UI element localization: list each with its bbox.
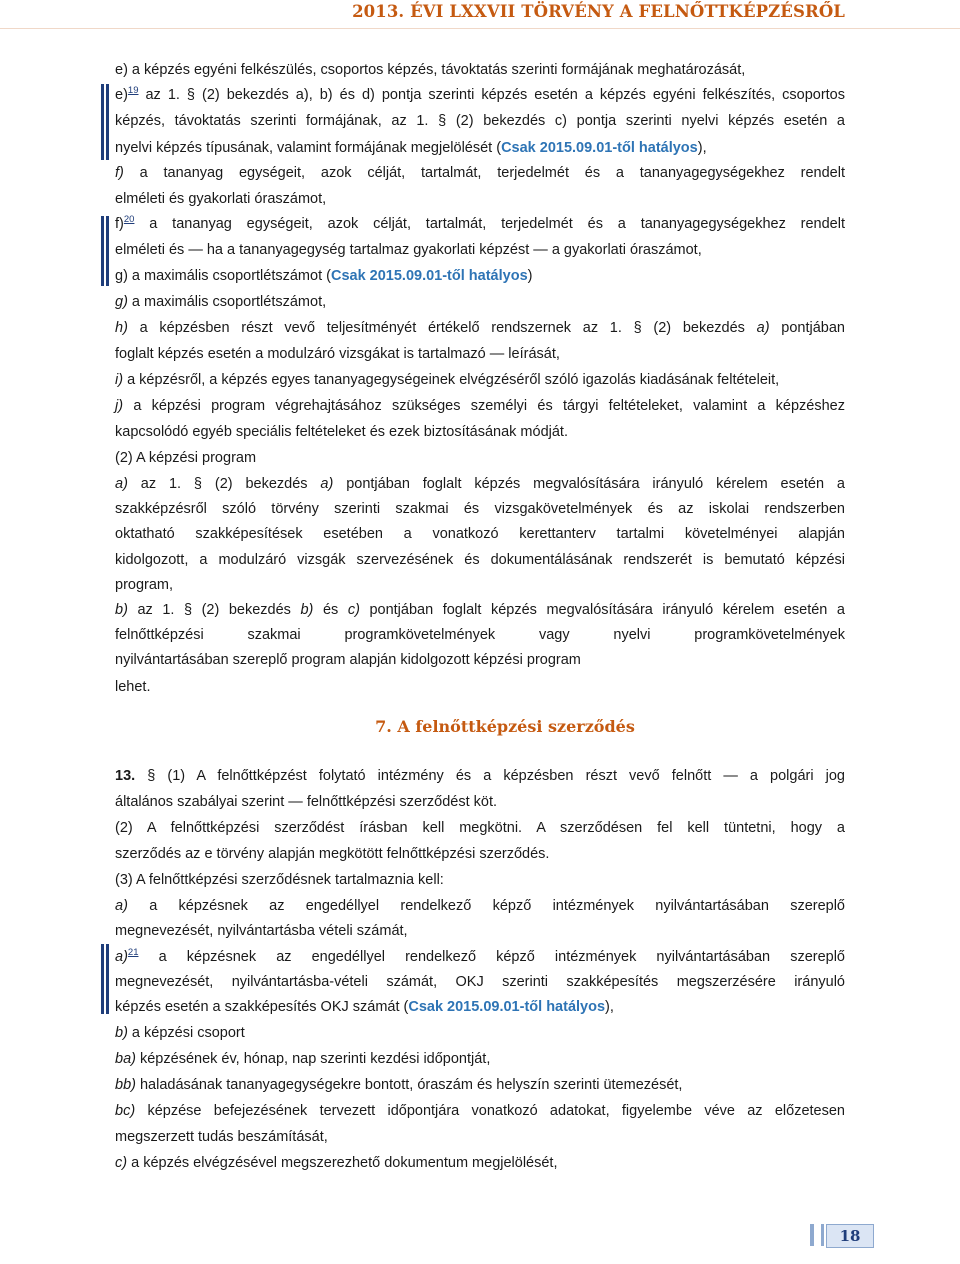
point-marker: ba) [115,1051,136,1067]
point-marker: j) [115,398,124,414]
point-marker: a) [115,898,128,914]
text-line: kapcsolódó egyéb speciális feltételeket és ezek biztosításának módját. [115,424,568,440]
point-marker: f) [115,165,124,181]
text-line: 13. § (1) A felnőttképzést folytató intézmény és a képzésben részt vevő felnőtt — a polgári jog [115,768,845,784]
effective-date-note: Csak 2015.09.01-től hatályos [408,999,606,1015]
change-bar [106,216,109,286]
text-line: (2) A képzési program [115,450,257,466]
point-marker: b) [115,602,128,618]
point-marker: a) [115,476,128,492]
point-marker: e) [115,87,128,103]
text-line: i) a képzésről, a képzés egyes tananyagegységeinek elvégzéséről szóló igazolás kiadásának feltételeit, [115,372,780,388]
change-bar [101,944,104,1014]
point-marker: bc) [115,1103,136,1119]
text-line: szakképzésről szóló törvény szerinti szakmai és vizsgakövetelmények és az iskolai rendszerben [115,501,845,517]
text-line: e)$^{19}$ az 1. § (2) bekezdés a), b) és d) pontja szerinti képzés esetén a képzés egyéni felkészítés, csoportos [115,85,845,103]
point-marker: f) [115,216,124,232]
text-line: megnevezését, nyilvántartásba-vételi számát, OKJ szerinti szakképesítés megszerzésére irányuló [115,974,845,990]
effective-date-note: Csak 2015.09.01-től hatályos [501,140,698,156]
text-line: b) az 1. § (2) bekezdés b) és c) pontjában foglalt képzés megvalósítására irányuló kérelem esetén a [115,602,845,618]
running-title: 2013. ÉVI LXXVII TÖRVÉNY A FELNŐTTKÉPZÉSRŐL [352,2,845,21]
text-line: g) a maximális csoportlétszámot (Csak 2015.09.01-től hatályos) [115,268,533,284]
change-bar [106,84,109,160]
text-line: nyelvi képzés típusának, valamint formájának megjelölését (Csak 2015.09.01-től hatályos), [115,140,707,156]
text-line: c) a képzés elvégzésével megszerezhető dokumentum megjelölését, [115,1155,558,1171]
page-number: 18 [826,1224,874,1248]
text-line: képzés, távoktatás szerinti formájának, az 1. § (2) bekezdés c) pontja szerinti nyelvi képzés esetén a [115,113,845,129]
text-line: e) a képzés egyéni felkészülés, csoportos képzés, távoktatás szerinti formájának meghatározását, [115,62,746,78]
footnote-link[interactable]: 21 [127,947,139,959]
point-marker: bb) [115,1077,136,1093]
text-line: program, [115,577,174,593]
text-line: a) az 1. § (2) bekezdés a) pontjában foglalt képzés megvalósítására irányuló kérelem esetén a [115,476,845,492]
text-line: szerződés az e törvény alapján megkötött felnőttképzési szerződés. [115,846,550,862]
point-marker: i) [115,372,124,388]
point-marker: g) [115,268,128,284]
text-line: g) a maximális csoportlétszámot, [115,294,327,310]
point-marker: a) [115,949,128,965]
text-line: (2) A felnőttképzési szerződést írásban kell megkötni. A szerződésen fel kell tüntetni, hogy a [115,820,845,836]
point-marker: c) [115,1155,128,1171]
text-line: b) a képzési csoport [115,1025,245,1041]
page-number-decoration [810,1224,824,1246]
effective-date-note: Csak 2015.09.01-től hatályos [330,268,528,284]
change-bar [101,216,104,286]
point-marker: h) [115,320,128,336]
text-line: elméleti és — ha a tananyagegység tartalmaz gyakorlati képzést — a gyakorlati óraszámot, [115,242,702,258]
page-number-box [810,1224,872,1246]
section-heading: 7. A felnőttképzési szerződés [375,717,635,736]
text-line: f)$^{20}$ a tananyag egységeit, azok célját, tartalmát, terjedelmét és a tananyagegységekhez rendelt [115,214,845,232]
point-marker: b) [115,1025,128,1041]
footnote-link[interactable]: 20 [123,214,135,226]
change-bar [101,84,104,160]
point-marker: e) [115,62,128,78]
point-marker: g) [115,294,128,310]
text-line: ba) képzésének év, hónap, nap szerinti kezdési időpontját, [115,1051,491,1067]
text-line: a)$^{21}$ a képzésnek az engedéllyel rendelkező képző intézmények nyilvántartásában szereplő [115,947,845,965]
text-line: j) a képzési program végrehajtásához szükséges személyi és tárgyi feltételeket, valamint a képzéshez [115,398,845,414]
text-line: megszerzett tudás beszámítását, [115,1129,328,1145]
text-line: kidolgozott, a modulzáró vizsgák szervezésének és dokumentálásának rendszerét is bemutató képzési [115,552,845,568]
text-line: foglalt képzés esetén a modulzáró vizsgákat is tartalmazó — leírását, [115,346,560,362]
text-line: általános szabályai szerint — felnőttképzési szerződést köt. [115,794,498,810]
section-number: 13. [115,768,136,784]
text-line: felnőttképzési szakmai programkövetelmények vagy nyelvi programkövetelmények [115,627,845,643]
header-divider [0,28,960,29]
text-line: bc) képzése befejezésének tervezett időpontjára vonatkozó adatokat, figyelembe véve az előzetesen [115,1103,845,1119]
text-line: bb) haladásának tananyagegységekre bontott, óraszám és helyszín szerinti ütemezését, [115,1077,683,1093]
text-line: f) a tananyag egységeit, azok célját, tartalmát, terjedelmét és a tananyagegységekhez rendelt [115,165,845,181]
text-line: oktatható szakképesítések esetében a vonatkozó kerettanterv tartalmi követelményei alapján [115,526,845,542]
text-line: elméleti és gyakorlati óraszámot, [115,191,327,207]
footnote-link[interactable]: 19 [127,85,139,97]
change-bar [106,944,109,1014]
text-line: képzés esetén a szakképesítés OKJ számát (Csak 2015.09.01-től hatályos), [115,999,614,1015]
text-line: (3) A felnőttképzési szerződésnek tartalmaznia kell: [115,872,444,888]
text-line: nyilvántartásában szereplő program alapján kidolgozott képzési program [115,652,581,668]
text-line: a) a képzésnek az engedéllyel rendelkező képző intézmények nyilvántartásában szereplő [115,898,845,914]
text-line: lehet. [115,679,151,695]
page-header [0,0,960,28]
text-line: megnevezését, nyilvántartásba vételi számát, [115,923,408,939]
text-line: h) a képzésben részt vevő teljesítményét értékelő rendszernek az 1. § (2) bekezdés a) pontjában [115,320,845,336]
